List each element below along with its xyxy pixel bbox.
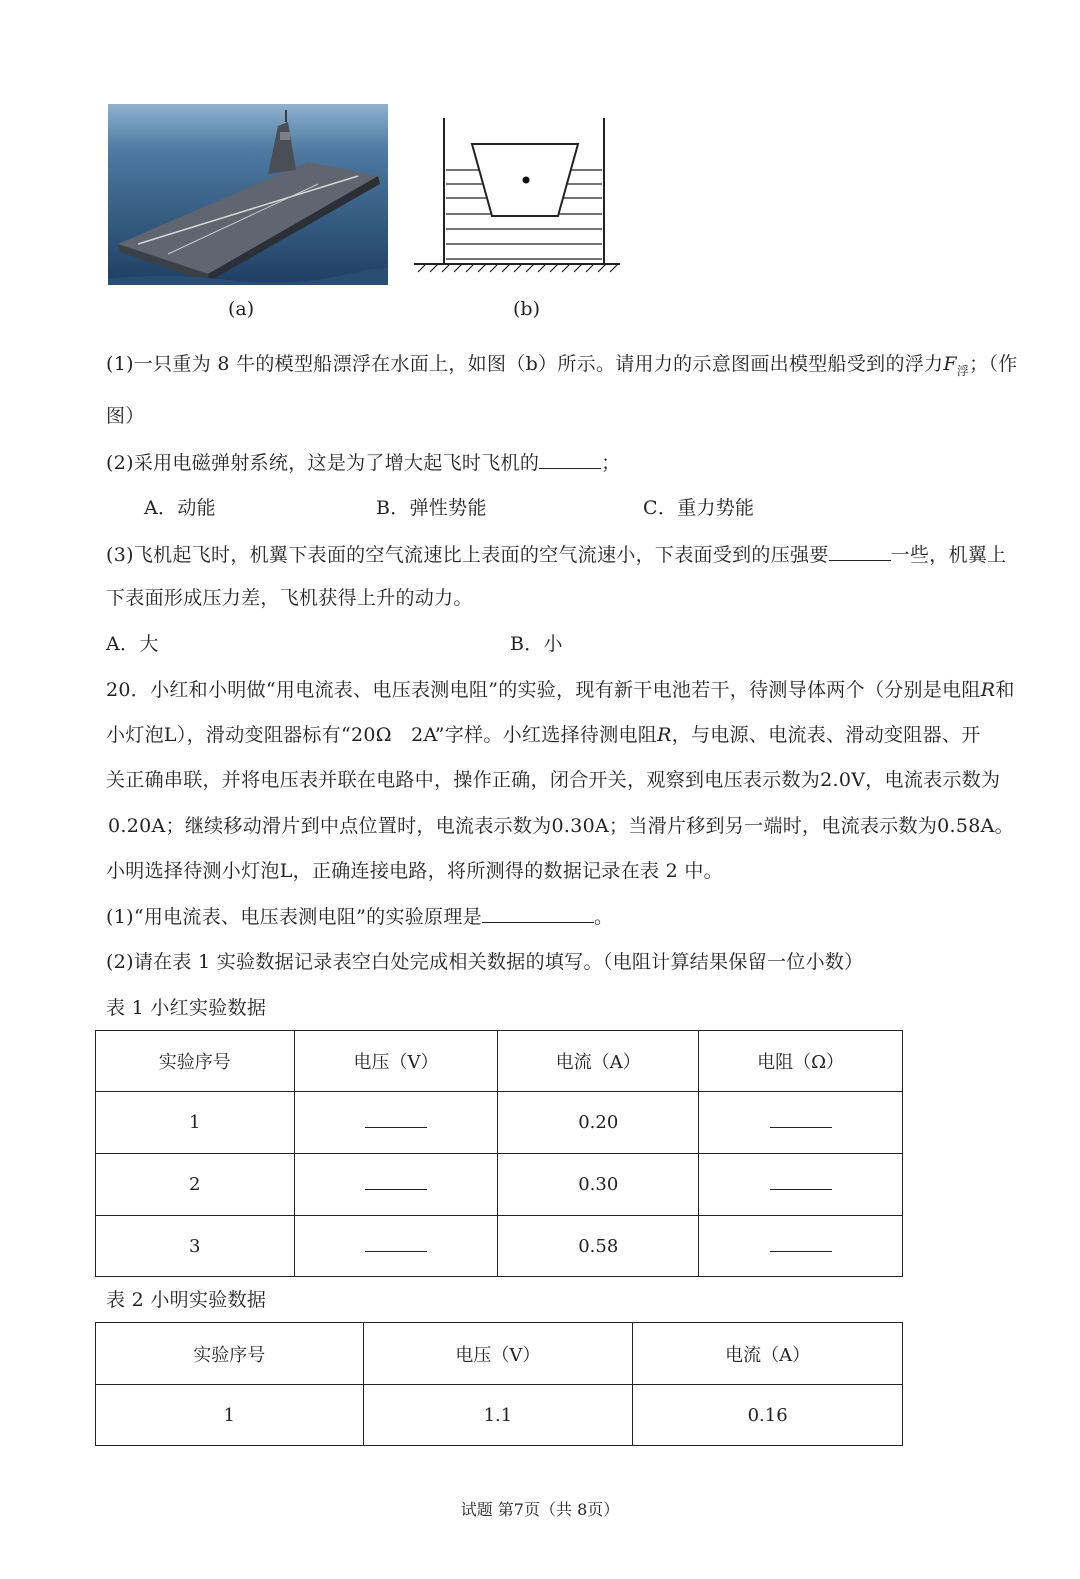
q20-sub2: (2)请在表 1 实验数据记录表空白处完成相关数据的填写。（电阻计算结果保留一位小数） (106, 951, 864, 973)
table-cell-blank[interactable] (294, 1092, 498, 1154)
answer-blank[interactable] (539, 450, 601, 469)
figure-a-carrier-photo (108, 104, 388, 285)
table-cell-blank[interactable] (699, 1154, 903, 1216)
table-header-cell: 实验序号 (96, 1031, 295, 1092)
q20-line5: 小明选择待测小灯泡L，正确连接电路，将所测得的数据记录在表 2 中。 (106, 860, 723, 882)
q19-part3-line1: (3)飞机起飞时，机翼下表面的空气流速比上表面的空气流速小，下表面受到的压强要 一些，机翼上 (106, 544, 1007, 566)
table-header-cell: 电压（V） (363, 1323, 633, 1385)
table1-header-row (96, 1031, 903, 1092)
figure-b-floating-boat-diagram (410, 114, 624, 274)
table-cell: 2 (96, 1154, 295, 1216)
table-cell: 0.20 (498, 1092, 699, 1154)
table-cell-blank[interactable] (699, 1216, 903, 1277)
q20-sub1: (1)“用电流表、电压表测电阻”的实验原理是 。 (106, 906, 614, 928)
q19-part2: (2)采用电磁弹射系统，这是为了增大起飞时飞机的 ； (106, 452, 621, 474)
table-cell: 1 (96, 1385, 364, 1446)
q19-part3-option-b: B．小 (510, 633, 563, 655)
table-cell-blank[interactable] (294, 1216, 498, 1277)
figure-a-caption: (a) (228, 298, 255, 320)
table-row (96, 1154, 903, 1216)
table2-caption: 表 2 小明实验数据 (106, 1289, 267, 1311)
q19-part3-line2: 下表面形成压力差，飞机获得上升的动力。 (106, 587, 473, 609)
table-row (96, 1092, 903, 1154)
table-header-cell: 电阻（Ω） (699, 1031, 903, 1092)
table-cell-blank[interactable] (699, 1092, 903, 1154)
q19-part1-line1: (1)一只重为 8 牛的模型船漂浮在水面上，如图（b）所示。请用力的示意图画出模型船受到的浮力$F_浮$；（作 (106, 353, 1018, 378)
table1-caption: 表 1 小红实验数据 (106, 997, 267, 1019)
table1 (95, 1030, 903, 1277)
q20-line1: 20．小红和小明做“用电流表、电压表测电阻”的实验，现有新干电池若干，待测导体两个（分别是电阻R和 (106, 679, 1015, 701)
figure-b-caption: (b) (513, 298, 540, 320)
table-cell: 0.30 (498, 1154, 699, 1216)
table-cell: 0.58 (498, 1216, 699, 1277)
container-diagram (410, 114, 624, 274)
q19-part3-option-a: A．大 (106, 633, 159, 655)
table-header-cell: 电压（V） (294, 1031, 498, 1092)
table2-header-row (96, 1323, 903, 1385)
table-cell: 1 (96, 1092, 295, 1154)
table-row (96, 1216, 903, 1277)
q19-part2-option-c: C．重力势能 (643, 497, 755, 519)
carrier-photo-illustration (108, 104, 388, 285)
q20-line2: 小灯泡L），滑动变阻器标有“20Ω 2A”字样。小红选择待测电阻R，与电源、电流表、滑动变阻器、开 (106, 724, 981, 746)
table-header-cell: 电流（A） (633, 1323, 903, 1385)
table-cell: 3 (96, 1216, 295, 1277)
table-header-cell: 实验序号 (96, 1323, 364, 1385)
table-cell: 1.1 (363, 1385, 633, 1446)
table-cell: 0.16 (633, 1385, 903, 1446)
answer-blank[interactable] (482, 904, 594, 923)
page-footer: 试题 第7页（共 8页） (460, 1500, 620, 1519)
table-row (96, 1385, 903, 1446)
table-header-cell: 电流（A） (498, 1031, 699, 1092)
answer-blank[interactable] (829, 542, 891, 561)
table-cell-blank[interactable] (294, 1154, 498, 1216)
q20-line3: 关正确串联，并将电压表并联在电路中，操作正确，闭合开关，观察到电压表示数为2.0V，电流表示数为 (106, 769, 1001, 791)
q19-part1-line2: 图） (106, 405, 145, 427)
buoyancy-symbol: F (943, 353, 957, 375)
q19-part2-option-b: B．弹性势能 (376, 497, 487, 519)
table2 (95, 1322, 903, 1446)
q20-line4: 0.20A；继续移动滑片到中点位置时，电流表示数为0.30A；当滑片移到另一端时，电流表示数为0.58A。 (108, 815, 1014, 837)
q19-part2-option-a: A．动能 (144, 497, 216, 519)
